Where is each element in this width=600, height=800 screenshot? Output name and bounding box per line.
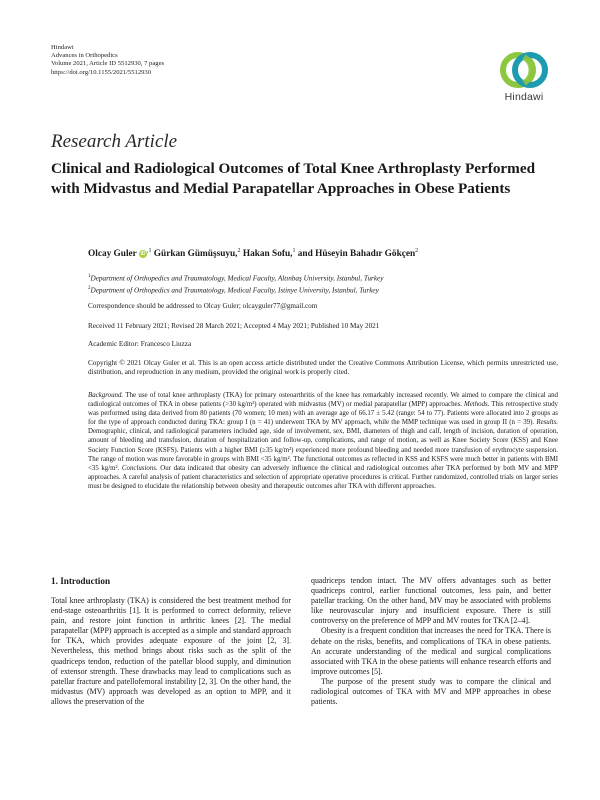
intro-left-column bbox=[51, 576, 291, 707]
doi-link[interactable]: https://doi.org/10.1155/2021/5512930 bbox=[51, 68, 152, 76]
logo-wordmark: Hindawi bbox=[504, 91, 544, 103]
journal-name: Advances in Orthopedics bbox=[51, 52, 118, 60]
hindawi-logo bbox=[496, 48, 552, 108]
article-type: Research Article bbox=[51, 131, 178, 152]
article-dates: Received 11 February 2021; Revised 28 March 2021; Accepted 4 May 2021; Published 10 May 2021 bbox=[88, 322, 380, 330]
author-2-affil: 2 bbox=[237, 248, 241, 254]
affiliation-2: $^2$Department of Orthopedics and Traumatology, Medical Faculty, Istinye University, Istanbul, Turkey bbox=[88, 285, 379, 295]
author-list bbox=[88, 248, 418, 259]
article-title: Clinical and Radiological Outcomes of Total Knee Arthroplasty Performed with Midvastus and Medial Parapatellar Approaches in Obese Patients bbox=[51, 160, 536, 197]
author-and: and bbox=[297, 249, 313, 260]
intro-paragraph-2: Obesity is a frequent condition that increases the need for TKA. There is debate on the risks, benefits, and complications of TKA in obese patients. An accurate understanding of the medical and surgical complications associated with TKA in the obese patients will enhance research efforts and improve outcomes [5]. bbox=[311, 626, 551, 676]
volume-line: Volume 2021, Article ID 5512930, 7 pages bbox=[51, 60, 165, 68]
author-1: Olcay Guler bbox=[88, 249, 137, 260]
author-1-affil: ,1 bbox=[146, 248, 152, 254]
hindawi-logo-icon bbox=[496, 48, 552, 92]
abstract-background: The use of total knee arthroplasty (TKA) for primary osteoarthritis of the knee has remarkably increased recently. We aimed to compare the clinical and radiological outcomes of TKA in obese patients (>30 kg/m²) operated with midvastus (MV) or medial parapatellar (MPP) approaches. bbox=[88, 392, 558, 409]
section-heading: 1. Introduction bbox=[51, 576, 111, 586]
orcid-icon[interactable]: iD bbox=[140, 251, 146, 258]
abstract-results-label: Results. bbox=[536, 419, 558, 427]
academic-editor: Academic Editor: Francesco Liuzza bbox=[88, 340, 192, 348]
author-2: Gürkan Gümüşsuyu, bbox=[153, 249, 238, 260]
abstract-methods-label: Methods. bbox=[463, 401, 490, 409]
abstract-background-label: Background. bbox=[88, 392, 124, 399]
copyright-notice: Copyright © 2021 Olcay Guler et al. This is an open access article distributed under the Creative Commons Attribution License, which permits unrestricted use, distribution, and reproduction in any medium, provided the original work is properly cited. bbox=[88, 359, 558, 377]
abstract-results: Demographic, clinical, and radiological parameters included age, side of involvement, sex, BMI, diameters of thigh and calf, length of incision, duration of operation, amount of bleeding and transfusion, duration of hospitalization and follow-up, complications, and range of motion, as well as Knee Society Score (KSS) and Knee Society Function Score (KSFS). Patients with a higher BMI (≥35 kg/m²) experienced more profound bleeding and needed more transfusion of erythrocyte suspension. The range of motion was more favorable in groups with BMI <35 kg/m². The functional outcomes as reflected in KSS and KSFS were much better in patients with BMI <35 kg/m². bbox=[88, 428, 558, 472]
intro-right-column bbox=[311, 576, 551, 707]
affiliations bbox=[88, 272, 558, 296]
abstract-conclusions: Our data indicated that obesity can adversely influence the clinical and radiological outcomes after TKA performed by both MV and MPP approaches. A careful analysis of patient characteristics and selection of appropriate operative procedures is critical. Further randomized, controlled trials on larger series must be designed to elucidate the relationship between obesity and therapeutic outcomes after TKA with different approaches. bbox=[88, 464, 558, 490]
abstract-methods: This retrospective study was performed using data derived from 80 patients (70 women; 10 men) with an average age of 66.17 ± 5.42 (range: 54 to 77). Patients were allocated into 2 groups as for the type of approach conducted during TKA: group I (n = 41) underwent TKA by MV approach, while the MMP technique was used in group II (n = 39). bbox=[88, 401, 559, 427]
author-3-affil: 1 bbox=[292, 248, 296, 254]
author-3: Hakan Sofu, bbox=[242, 249, 293, 260]
intro-paragraph-3: The purpose of the present study was to compare the clinical and radiological outcomes of TKA with MV and MPP approaches in obese patients. bbox=[311, 676, 551, 707]
abstract bbox=[88, 391, 558, 491]
publisher-name: Hindawi bbox=[51, 44, 74, 51]
affiliation-1: $^1$Department of Orthopedics and Traumatology, Medical Faculty, Altınbaş University, Istanbul, Turkey bbox=[88, 274, 384, 283]
author-4: Hüseyin Bahadır Gökçen bbox=[315, 249, 416, 260]
journal-header bbox=[51, 44, 164, 77]
correspondence: Correspondence should be addressed to Olcay Guler; olcayguler77@gmail.com bbox=[88, 302, 318, 310]
intro-paragraph-1-cont: quadriceps tendon intact. The MV offers advantages such as better quadriceps control, earlier functional outcomes, less pain, and better patellar tracking. On the other hand, MV may be associated with problems like neurovascular injury and insufficient exposure. There is still controversy on the preference of MPP and MV routes for TKA [2–4]. bbox=[311, 576, 551, 626]
author-4-affil: 2 bbox=[415, 248, 419, 254]
intro-paragraph-1: Total knee arthroplasty (TKA) is considered the best treatment method for end-stage osteoarthritis [1]. It is performed to correct deformity, relieve pain, and restore joint function in arthritic knees [2]. The medial parapatellar (MPP) approach is accepted as a simple and standard approach for TKA, which provides adequate exposure of the joint [2, 3]. Nevertheless, this method brings about risks such as the split of the quadriceps tendon, reduction of the patellar blood supply, and diminution of extensor strength. These drawbacks may lead to complications such as patellar fracture and patellofemoral instability [2, 3]. On the other hand, the midvastus (MV) approach was developed as an option to MPP, and it allows the preservation of the bbox=[51, 596, 291, 706]
abstract-conclusions-label: Conclusions. bbox=[121, 464, 158, 472]
